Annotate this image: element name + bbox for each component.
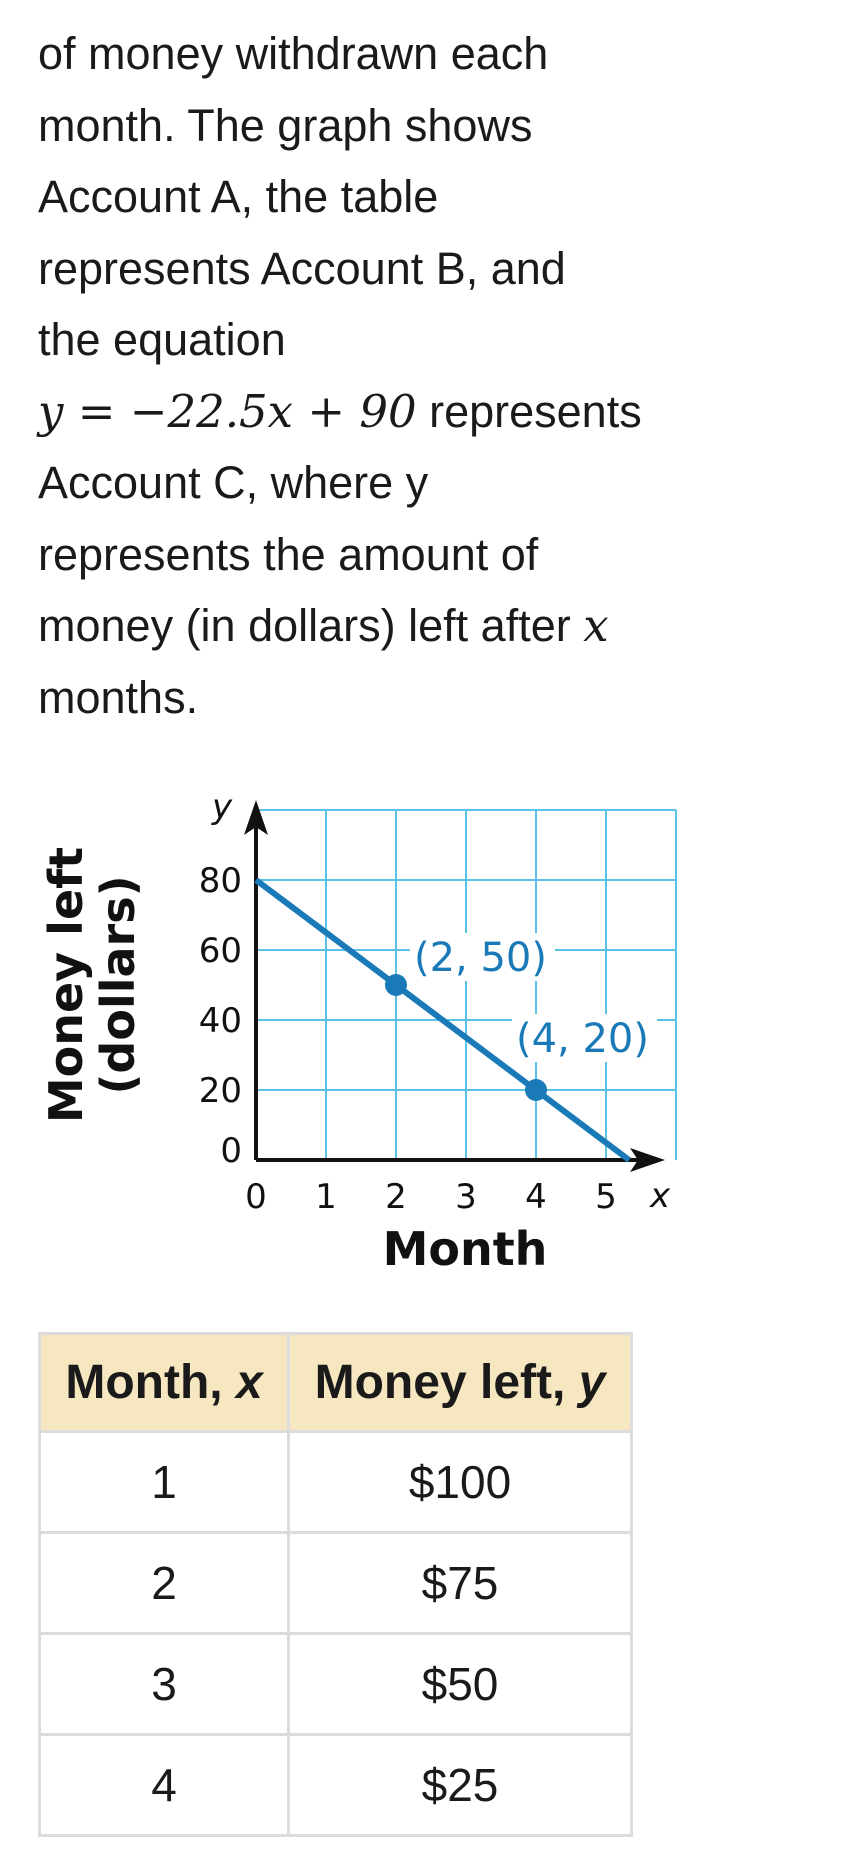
y-tick-label: 20: [198, 1071, 242, 1111]
table-row: [40, 1432, 632, 1533]
grid-lines: [256, 810, 676, 1160]
point-label: (4, 20): [516, 1016, 649, 1062]
x-tick-label: 1: [315, 1177, 337, 1217]
x-tick-label: 4: [525, 1177, 547, 1217]
y-axis-title-line1: Money left: [39, 846, 93, 1124]
cell-month: 4: [40, 1735, 289, 1836]
problem-line: Account C, where y: [38, 457, 429, 508]
axes: [244, 800, 665, 1172]
header-money-text: Money left,: [314, 1356, 579, 1409]
equation-suffix: represents: [416, 385, 642, 437]
line-graph: [0, 770, 720, 1290]
y-tick-label: 80: [198, 861, 242, 901]
cell-money: $25: [289, 1735, 632, 1836]
x-tick-label: 2: [385, 1177, 407, 1217]
x-tick-label: 5: [595, 1177, 617, 1217]
data-point: [525, 1079, 547, 1101]
problem-line: months.: [38, 671, 199, 723]
table-row: [40, 1735, 632, 1836]
equation-line: [38, 376, 818, 448]
header-month-var: x: [235, 1356, 263, 1409]
cell-month: 2: [40, 1533, 289, 1634]
header-month: [40, 1334, 289, 1432]
x-tick-label: 3: [455, 1177, 477, 1217]
problem-line: [38, 590, 818, 662]
cell-money: $100: [289, 1432, 632, 1533]
variable-x: x: [583, 599, 609, 652]
cell-month: 1: [40, 1432, 289, 1533]
y-axis-variable: y: [211, 787, 233, 827]
table-header-row: [40, 1334, 632, 1432]
header-month-text: Month,: [65, 1356, 236, 1409]
problem-line: the equation: [38, 314, 286, 365]
y-tick-label: 60: [198, 931, 242, 971]
x-axis-title: Month: [382, 1222, 548, 1276]
table-row: [40, 1634, 632, 1735]
cell-money: $75: [289, 1533, 632, 1634]
x-axis-variable: x: [649, 1176, 671, 1216]
problem-line: of money withdrawn each: [38, 28, 549, 79]
y-tick-label: 0: [220, 1131, 242, 1171]
cell-money: $50: [289, 1634, 632, 1735]
last-line-text: money (in dollars) left after: [38, 600, 584, 651]
problem-text: [38, 18, 818, 733]
header-money: [289, 1334, 632, 1432]
y-axis-title-line2: (dollars): [91, 875, 145, 1095]
problem-line: represents Account B, and: [38, 242, 566, 294]
header-money-var: y: [578, 1356, 606, 1409]
problem-line: Account A, the table: [38, 171, 439, 222]
x-tick-label: 0: [245, 1177, 267, 1217]
equation: y = −22.5x + 90: [38, 384, 417, 438]
cell-month: 3: [40, 1634, 289, 1735]
table-row: [40, 1533, 632, 1634]
data-point: [385, 974, 407, 996]
problem-line: month. The graph shows: [38, 99, 533, 151]
y-tick-label: 40: [198, 1001, 242, 1041]
point-label: (2, 50): [414, 935, 547, 981]
problem-line: represents the amount of: [38, 528, 539, 580]
y-axis-title: [39, 847, 145, 1123]
data-table: [38, 1332, 633, 1837]
